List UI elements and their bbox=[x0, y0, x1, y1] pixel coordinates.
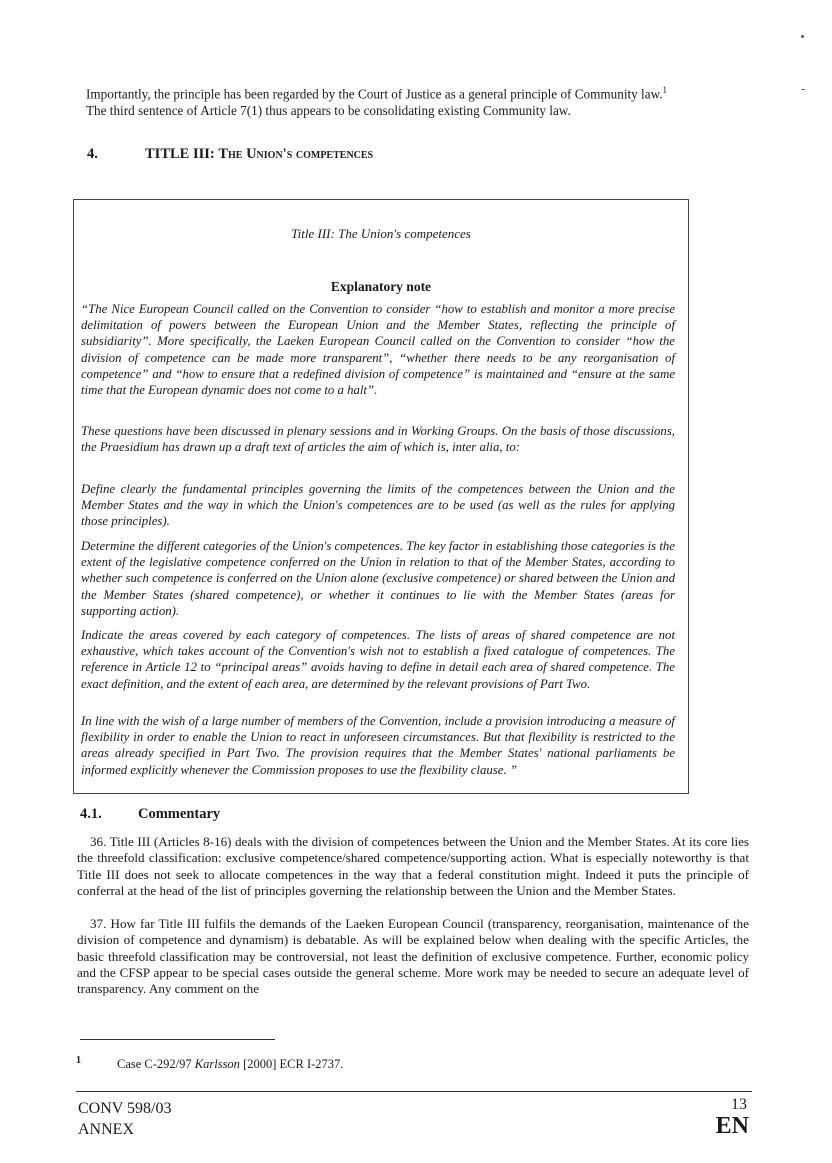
section-title-prefix: TITLE III: bbox=[145, 146, 219, 162]
subsection-heading bbox=[80, 806, 220, 823]
box-paragraph: Indicate the areas covered by each category of competences. The lists of areas of shared competence are not exhaustive, which takes account of the Convention's wish not to establish a fixed catalogue of competences. The reference in Article 12 to “principal areas” avoids having to define in detail each area of shared competence. The exact definition, and the extent of each area, are determined by the relevant provisions of Part Two. bbox=[81, 628, 675, 691]
commentary-paragraph-37 bbox=[77, 916, 749, 997]
box-paragraph: Define clearly the fundamental principles governing the limits of the competences between the Union and the Member States and the way in which the Union's competences are to be used (as well as the rules for applying those principles). bbox=[81, 482, 675, 529]
section-number: 4. bbox=[87, 146, 98, 162]
explanatory-note-heading: Explanatory note bbox=[330, 279, 432, 294]
scan-artifact-dot bbox=[801, 35, 804, 38]
footer-separator bbox=[76, 1091, 752, 1092]
footer-left bbox=[78, 1098, 172, 1140]
footnote-number: 1 bbox=[76, 1055, 81, 1066]
language-code: EN bbox=[715, 1113, 749, 1139]
box-paragraph: Determine the different categories of the Union's competences. The key factor in establishing those categories is the extent of the legislative competence conferred on the Union in relation to that of the Member States, according to whether such competence is conferred on the Union alone (exclusive competence) or shared between the Union and the Member States (shared competence), or whether it continues to lie with the Member States (areas for supporting action). bbox=[81, 539, 675, 618]
box-title: Title III: The Union's competences bbox=[291, 226, 471, 241]
intro-line-1: Importantly, the principle has been regarded by the Court of Justice as a general principle of Community law. bbox=[86, 86, 663, 102]
commentary-paragraph-36 bbox=[77, 834, 749, 899]
footnote-text-after: [2000] ECR I-2737. bbox=[239, 1057, 344, 1072]
intro-paragraph bbox=[86, 82, 776, 119]
subsection-title: Commentary bbox=[138, 806, 221, 822]
intro-line-2: The third sentence of Article 7(1) thus appears to be consolidating existing Community law. bbox=[86, 103, 571, 119]
box-paragraph: These questions have been discussed in plenary sessions and in Working Groups. On the basis of those discussions, the Praesidium has drawn up a draft text of articles the aim of which is, inter alia, to: bbox=[81, 424, 675, 455]
footnote-text-before: Case C-292/97 bbox=[117, 1057, 195, 1072]
commentary-text: 37. How far Title III fulfils the demands of the Laeken European Council (transparency, reorganisation, maintenance of the division of competence and dynamism) is debatable. As will be explained below when dealing with the specific Articles, the basic threefold classification may be controversial, not least the definition of exclusive competence. Further, economic policy and the CFSP appear to be special cases outside the general scheme. More work may be needed to secure an adequate level of transparency. Any comment on the bbox=[77, 916, 749, 997]
footnote-reference[interactable]: 1 bbox=[662, 85, 668, 95]
box-paragraph: In line with the wish of a large number of members of the Convention, include a provision introducing a measure of flexibility in order to enable the Union to react in unforeseen circumstances. But that flexibility is restricted to the areas already specified in Part Two. The provision requires that the Member States' national parliaments be informed explicitly whenever the Commission proposes to use the flexibility clause. ” bbox=[81, 714, 675, 777]
box-paragraph: “The Nice European Council called on the Convention to consider “how to establish and monitor a more precise delimitation of powers between the European Union and the Member States, reflecting the principle of subsidiarity”. More specifically, the Laeken European Council called on the Convention to consider “how the division of competence can be made more transparent”, “whether there needs to be any reorganisation of competence” and “how to ensure that a redefined division of competence” is maintained and “ensure at the same time that the European dynamic does not come to a halt”. bbox=[81, 302, 675, 398]
footnote-separator bbox=[80, 1039, 275, 1040]
section-title-rest: The Union's competences bbox=[218, 146, 374, 162]
commentary-text: 36. Title III (Articles 8-16) deals with the division of competences between the Union and the Member States. At its core lies the threefold classification: exclusive competence/shared competence/supporting action. What is especially noteworthy is that Title III does not seek to allocate competences in the way that a federal constitution might. Indeed it puts the principle of conferral at the head of the list of principles governing the relationship between the Union and the Member States. bbox=[77, 834, 749, 898]
section-heading bbox=[87, 146, 373, 163]
footnote bbox=[76, 1055, 343, 1072]
annex-label: ANNEX bbox=[78, 1121, 134, 1138]
document-reference: CONV 598/03 bbox=[78, 1100, 172, 1117]
page-number: 13 bbox=[731, 1096, 747, 1113]
scan-artifact-dash bbox=[801, 89, 805, 90]
footnote-case-name: Karlsson bbox=[194, 1057, 240, 1072]
subsection-number: 4.1. bbox=[80, 806, 102, 822]
